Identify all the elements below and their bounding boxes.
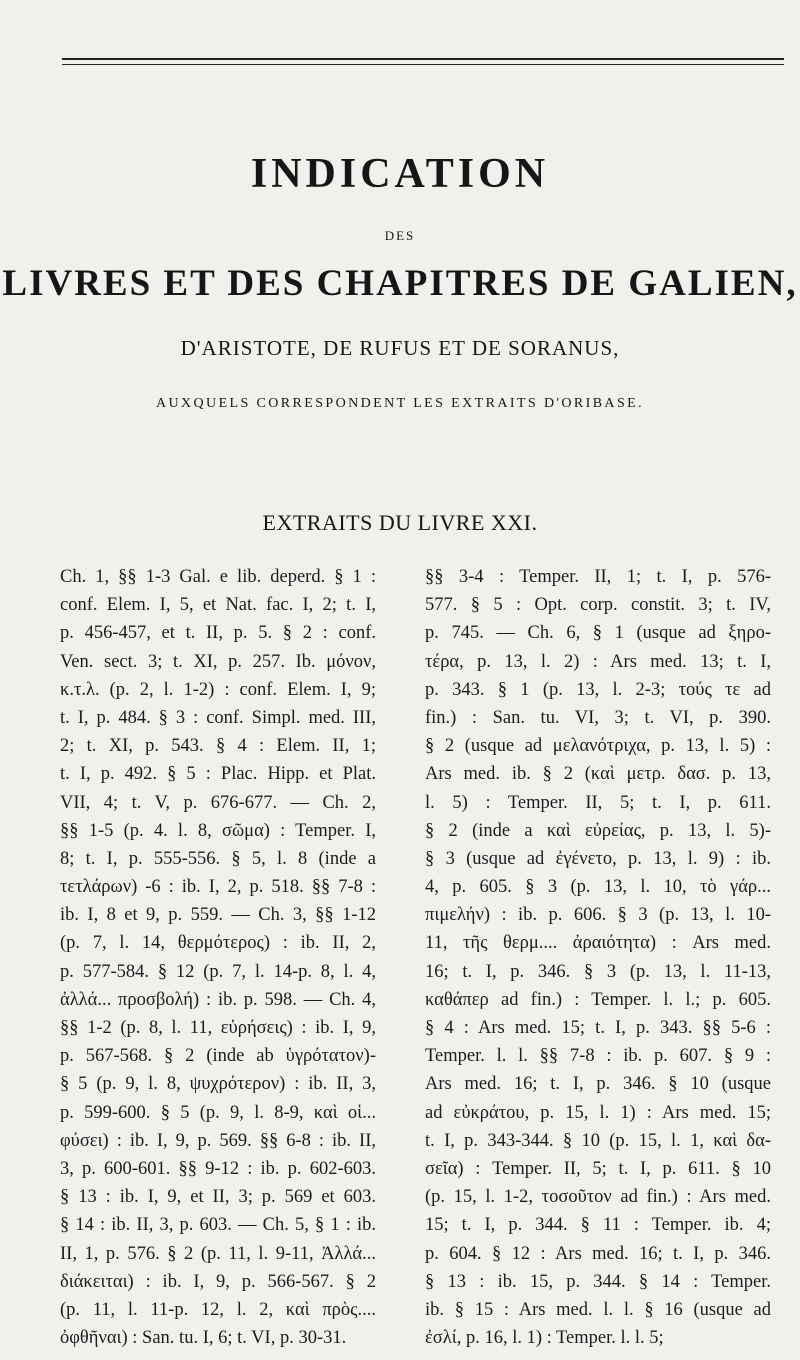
section-heading: EXTRAITS DU LIVRE XXI.	[262, 510, 538, 535]
left-text-column	[60, 563, 376, 1352]
left-column-line: (p. 11, l. 11-p. 12, l. 2, καὶ πρὸς....	[60, 1299, 376, 1320]
right-column-line: § 3 (usque ad ἐγένετο, p. 13, l. 9) : ib.	[425, 848, 771, 869]
left-column-line: §§ 1-2 (p. 8, l. 11, εὑρήσεις) : ib. I, 9,	[60, 1018, 376, 1038]
right-column-line: Ars med. 16; t. I, p. 346. § 10 (usque	[425, 1074, 771, 1095]
left-column-line: p. 577-584. § 12 (p. 7, l. 14-p. 8, l. 4,	[60, 961, 376, 982]
right-column-line: ἐσλί, p. 16, l. 1) : Temper. l. l. 5;	[425, 1328, 664, 1349]
right-column-line: § 4 : Ars med. 15; t. I, p. 343. §§ 5-6 :	[425, 1018, 771, 1038]
left-column-line: (p. 7, l. 14, θερμότερος) : ib. II, 2,	[60, 933, 376, 954]
left-column-line: 8; t. I, p. 555-556. § 5, l. 8 (inde a	[60, 848, 376, 869]
right-column-line: l. 5) : Temper. II, 5; t. I, p. 611.	[425, 792, 771, 813]
left-column-line: t. I, p. 484. § 3 : conf. Simpl. med. III,	[60, 707, 376, 728]
right-column-line: (p. 15, l. 1-2, τοσοῦτον ad fin.) : Ars med.	[425, 1187, 771, 1208]
right-column-line: fin.) : San. tu. VI, 3; t. VI, p. 390.	[425, 707, 771, 728]
right-column-line: 16; t. I, p. 346. § 3 (p. 13, l. 11-13,	[425, 961, 771, 982]
left-column-line: κ.τ.λ. (p. 2, l. 1-2) : conf. Elem. I, 9;	[60, 679, 376, 700]
left-column-line: § 5 (p. 9, l. 8, ψυχρότερον) : ib. II, 3,	[60, 1074, 376, 1095]
left-column-line: ὀφθῆναι) : San. tu. I, 6; t. VI, p. 30-31.	[60, 1328, 347, 1349]
top-rule-thick	[62, 58, 784, 60]
right-column-line: Temper. l. l. §§ 7-8 : ib. p. 607. § 9 :	[425, 1046, 771, 1067]
subtitle-livres: LIVRES ET DES CHAPITRES DE GALIEN,	[2, 263, 798, 304]
left-column-line: ib. I, 8 et 9, p. 559. — Ch. 3, §§ 1-12	[60, 905, 376, 926]
left-column-line: ἀλλά... προσβολή) : ib. p. 598. — Ch. 4,	[60, 989, 376, 1010]
page-title: INDICATION	[250, 151, 550, 197]
subtitle-correspondence: AUXQUELS CORRESPONDENT LES EXTRAITS D'ORIBASE.	[156, 396, 644, 411]
right-column-line: t. I, p. 343-344. § 10 (p. 15, l. 1, καὶ δα-	[425, 1130, 771, 1151]
left-column-line: § 14 : ib. II, 3, p. 603. — Ch. 5, § 1 : ib.	[60, 1215, 376, 1236]
right-column-line: σεῖα) : Temper. II, 5; t. I, p. 611. § 10	[425, 1158, 771, 1179]
left-column-line: p. 456-457, et t. II, p. 5. § 2 : conf.	[60, 623, 376, 644]
top-rule-thin	[62, 64, 784, 65]
left-column-line: II, 1, p. 576. § 2 (p. 11, l. 9-11, Ἀλλά...	[60, 1243, 376, 1264]
right-column-line: 577. § 5 : Opt. corp. constit. 3; t. IV,	[425, 595, 771, 616]
left-column-line: 3, p. 600-601. §§ 9-12 : ib. p. 602-603.	[60, 1158, 376, 1179]
left-column-line: conf. Elem. I, 5, et Nat. fac. I, 2; t. I,	[60, 595, 376, 616]
right-column-line: 4, p. 605. § 3 (p. 13, l. 10, τὸ γάρ...	[425, 877, 771, 898]
right-column-line: p. 343. § 1 (p. 13, l. 2-3; τούς τε ad	[425, 679, 771, 700]
left-column-line: 2; t. XI, p. 543. § 4 : Elem. II, 1;	[60, 736, 376, 757]
right-column-line: τέρα, p. 13, l. 2) : Ars med. 13; t. I,	[425, 651, 771, 672]
left-column-line: Ven. sect. 3; t. XI, p. 257. Ib. μόνον,	[60, 651, 376, 672]
right-column-line: p. 604. § 12 : Ars med. 16; t. I, p. 346.	[425, 1243, 771, 1264]
right-column-line: ad εὐκράτου, p. 15, l. 1) : Ars med. 15;	[425, 1102, 771, 1123]
right-column-line: p. 745. — Ch. 6, § 1 (usque ad ξηρο-	[425, 623, 771, 644]
left-column-line: §§ 1-5 (p. 4. l. 8, σῶμα) : Temper. I,	[60, 820, 376, 841]
right-column-line: Ars med. ib. § 2 (καὶ μετρ. δασ. p. 13,	[425, 764, 771, 785]
left-column-line: § 13 : ib. I, 9, et II, 3; p. 569 et 603.	[60, 1187, 376, 1208]
left-column-line: VII, 4; t. V, p. 676-677. — Ch. 2,	[60, 792, 376, 813]
left-column-line: φύσει) : ib. I, 9, p. 569. §§ 6-8 : ib. II,	[60, 1130, 376, 1151]
right-column-line: § 2 (inde a καὶ εὐρείας, p. 13, l. 5)-	[425, 820, 771, 841]
subtitle-des: DES	[384, 228, 416, 243]
right-column-line: §§ 3-4 : Temper. II, 1; t. I, p. 576-	[425, 567, 771, 587]
left-column-line: p. 599-600. § 5 (p. 9, l. 8-9, καὶ οἱ...	[60, 1102, 376, 1123]
subtitle-authors: D'ARISTOTE, DE RUFUS ET DE SORANUS,	[180, 336, 620, 360]
left-column-line: t. I, p. 492. § 5 : Plac. Hipp. et Plat.	[60, 764, 376, 785]
left-column-line: p. 567-568. § 2 (inde ab ὑγρότατον)-	[60, 1046, 376, 1067]
right-column-line: § 13 : ib. 15, p. 344. § 14 : Temper.	[425, 1271, 771, 1292]
right-column-line: 15; t. I, p. 344. § 11 : Temper. ib. 4;	[425, 1215, 771, 1236]
left-column-line: Ch. 1, §§ 1-3 Gal. e lib. deperd. § 1 :	[60, 567, 376, 587]
left-column-line: τετλάρων) -6 : ib. I, 2, p. 518. §§ 7-8 :	[60, 877, 376, 898]
right-text-column	[425, 563, 771, 1352]
right-column-line: 11, τῆς θερμ.... ἀραιότητα) : Ars med.	[425, 933, 771, 954]
right-column-line: § 2 (usque ad μελανότριχα, p. 13, l. 5) :	[425, 736, 771, 757]
left-column-line: διάκειται) : ib. I, 9, p. 566-567. § 2	[60, 1271, 376, 1292]
right-column-line: καθάπερ ad fin.) : Temper. l. l.; p. 605.	[425, 989, 771, 1010]
right-column-line: ib. § 15 : Ars med. l. l. § 16 (usque ad	[425, 1299, 771, 1320]
right-column-line: πιμελήν) : ib. p. 606. § 3 (p. 13, l. 10-	[425, 905, 771, 926]
